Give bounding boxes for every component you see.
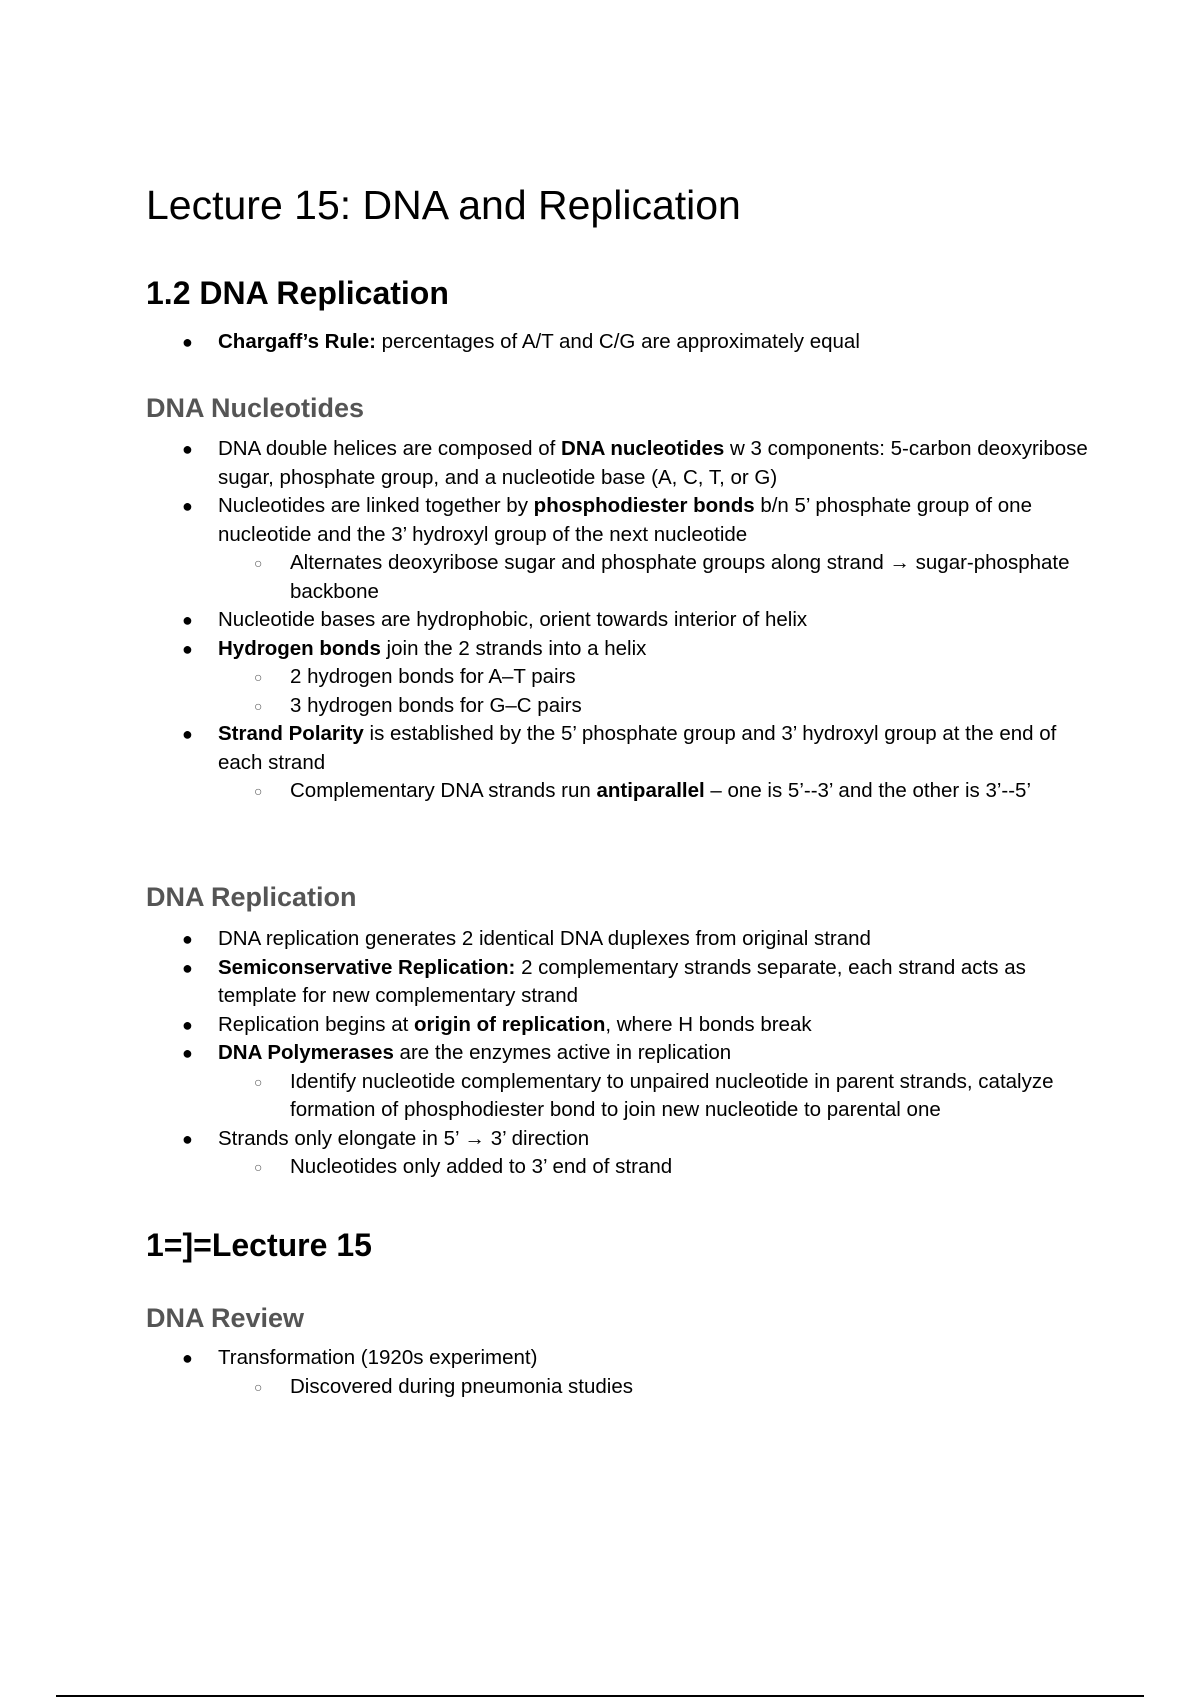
sub-list-item: ○ Complementary DNA strands run antiparallel – one is 5’--3’ and the other is 3’--5’ (146, 777, 1106, 806)
bullet-icon: ● (182, 1043, 193, 1063)
list-item: ● Chargaff’s Rule: percentages of A/T and C/G are approximately equal (146, 328, 1106, 357)
bullet-icon: ● (182, 332, 193, 352)
replication-list (146, 925, 1106, 1182)
subheading-dna-replication: DNA Replication (146, 882, 357, 912)
bullet-icon: ● (182, 610, 193, 630)
circle-bullet-icon: ○ (254, 555, 263, 571)
bullet-icon: ● (182, 439, 193, 459)
list-item: ● Strands only elongate in 5’ → 3’ direction (146, 1125, 1106, 1154)
circle-bullet-icon: ○ (254, 1073, 263, 1090)
sub-list-item: ○ 2 hydrogen bonds for A–T pairs (146, 663, 1106, 692)
subheading-dna-nucleotides: DNA Nucleotides (146, 393, 365, 423)
sub-list-item: ○ Nucleotides only added to 3’ end of strand (146, 1153, 1106, 1182)
circle-bullet-icon: ○ (254, 1159, 263, 1175)
bullet-icon: ● (182, 929, 193, 949)
list-item: ● Replication begins at origin of replication, where H bonds break (146, 1011, 1106, 1040)
section-heading-lecture-15: 1=]=Lecture 15 (146, 1227, 372, 1263)
circle-bullet-icon: ○ (254, 669, 263, 685)
sub-list-item: ○ Identify nucleotide complementary to unpaired nucleotide in parent strands, catalyze formation of phosphodiester bond to join new nucleotide to parental one (254, 1069, 1054, 1121)
subheading-dna-review: DNA Review (146, 1303, 305, 1333)
footer-divider (56, 1695, 1144, 1697)
circle-bullet-icon: ○ (254, 1378, 263, 1395)
bullet-icon: ● (182, 724, 193, 744)
list-item: ● DNA replication generates 2 identical DNA duplexes from original strand (146, 925, 1106, 954)
bullet-icon: ● (182, 1128, 193, 1149)
bullet-icon: ● (182, 496, 193, 516)
circle-bullet-icon: ○ (254, 783, 263, 799)
list-item: ● DNA double helices are composed of DNA nucleotides w 3 components: 5-carbon deoxyribose sugar, phosphate group, and a nucleotide base (A, C, T, or G) (182, 437, 1088, 489)
bullet-icon: ● (182, 1348, 193, 1368)
list-item: ● Strand Polarity is established by the 5’ phosphate group and 3’ hydroxyl group at the end of each strand (182, 722, 1057, 774)
list-item: ● Semiconservative Replication: 2 complementary strands separate, each strand acts as template for new complementary strand (182, 955, 1026, 1007)
sub-list-item: ○ Alternates deoxyribose sugar and phosphate groups along strand → sugar-phosphate backbone (254, 551, 1070, 603)
section-heading-dna-replication: 1.2 DNA Replication (146, 275, 449, 311)
list-item: ● Nucleotide bases are hydrophobic, orient towards interior of helix (146, 606, 1106, 635)
list-item: ● Hydrogen bonds join the 2 strands into a helix (146, 635, 1106, 664)
list-item: ● Transformation (1920s experiment) (146, 1344, 1106, 1373)
list-item: ● Nucleotides are linked together by phosphodiester bonds b/n 5’ phosphate group of one nucleotide and the 3’ hydroxyl group of the next nucleotide (182, 494, 1032, 546)
bullet-icon: ● (182, 1014, 193, 1035)
circle-bullet-icon: ○ (254, 697, 263, 714)
nucleotides-list (146, 435, 1106, 806)
sub-list-item: ○ 3 hydrogen bonds for G–C pairs (146, 692, 1106, 721)
sub-list-item: ○ Discovered during pneumonia studies (146, 1373, 1106, 1402)
bullet-icon: ● (182, 957, 193, 978)
review-list (146, 1344, 1106, 1401)
page-title: Lecture 15: DNA and Replication (146, 182, 741, 228)
list-item: ● DNA Polymerases are the enzymes active in replication (146, 1039, 1106, 1068)
bullet-icon: ● (182, 638, 193, 659)
chargaff-list (146, 328, 1106, 357)
